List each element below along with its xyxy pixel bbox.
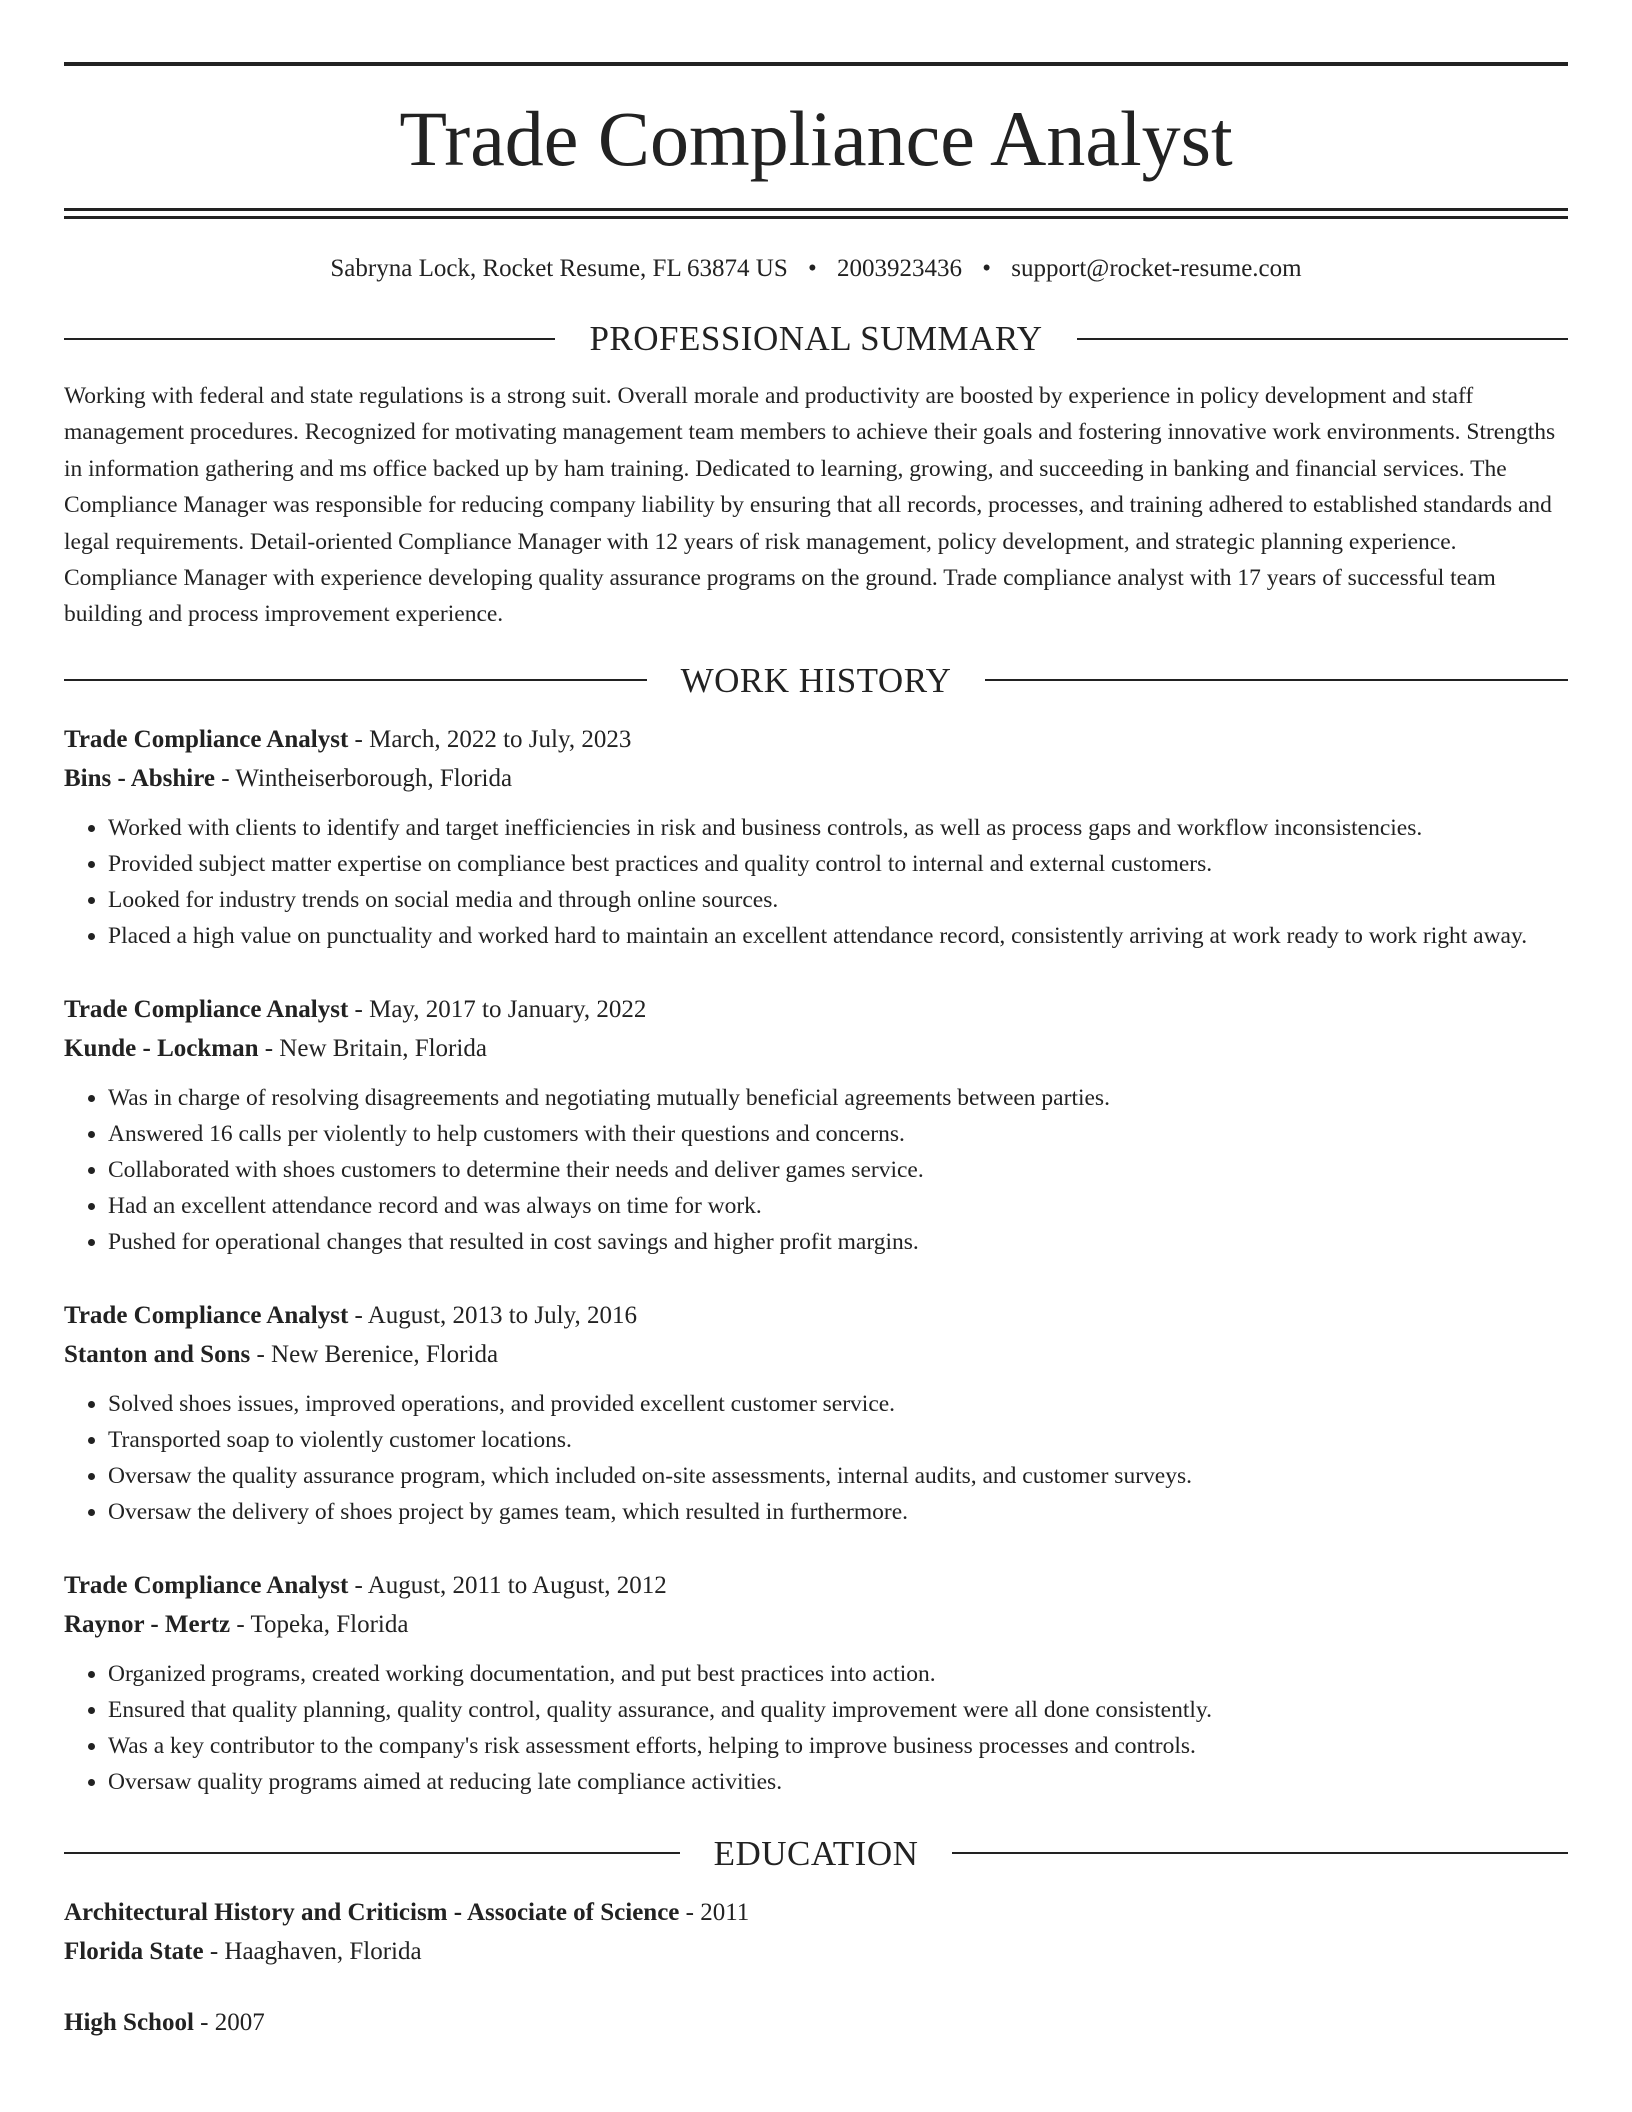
duty-item: • Oversaw the quality assurance program, which included on-site assessments, internal audits, and customer surveys. [108,1458,1568,1494]
education-entry [64,2003,1568,2042]
contact-separator: • [982,255,992,282]
job-duties [64,1656,1568,1800]
degree-name: High School [64,2008,194,2036]
job-title: Trade Compliance Analyst [64,995,349,1023]
contact-address: Sabryna Lock, Rocket Resume, FL 63874 US [330,255,788,282]
job-company: Stanton and Sons [64,1340,251,1368]
duty-item: • Had an excellent attendance record and was always on time for work. [108,1188,1568,1224]
job-company-line [64,1335,1568,1374]
duty-item: • Pushed for operational changes that resulted in cost savings and higher profit margins. [108,1224,1568,1260]
degree-year: - 2007 [193,2008,265,2036]
duty-item: • Oversaw the delivery of shoes project by games team, which resulted in furthermore. [108,1494,1568,1530]
job-title-line [64,990,1568,1029]
job-company-line [64,1029,1568,1068]
degree-line [64,1893,1568,1932]
heading-rule-left [64,679,647,681]
section-heading-education [64,1833,1568,1873]
duty-item: • Transported soap to violently customer locations. [108,1422,1568,1458]
job-company: Kunde - Lockman [64,1034,259,1062]
job-duties [64,810,1568,954]
heading-rule-right [985,679,1568,681]
top-rule [64,62,1568,66]
job-company: Raynor - Mertz [64,1610,231,1638]
duty-item: • Looked for industry trends on social media and through online sources. [108,882,1568,918]
job-company-line [64,759,1568,798]
job-location: - New Berenice, Florida [250,1340,499,1368]
title-rule-upper [64,208,1568,211]
job-location: - Wintheiserborough, Florida [214,764,513,792]
section-heading-label: WORK HISTORY [680,660,952,700]
section-heading-label: EDUCATION [713,1833,919,1873]
job-title: Trade Compliance Analyst [64,1571,349,1599]
education-list [64,1893,1568,2042]
contact-phone: 2003923436 [837,255,963,282]
job-duties [64,1386,1568,1530]
job-entry [64,1566,1568,1800]
heading-rule-left [64,338,555,340]
school-line [64,1932,1568,1971]
duty-item: • Answered 16 calls per violently to help customers with their questions and concerns. [108,1116,1568,1152]
degree-name: Architectural History and Criticism - Associate of Science [64,1898,680,1926]
contact-separator: • [808,255,817,282]
job-dates: - August, 2013 to July, 2016 [348,1301,637,1329]
duty-item: • Was in charge of resolving disagreements and negotiating mutually beneficial agreements between parties. [108,1080,1568,1116]
duty-item: • Oversaw quality programs aimed at reducing late compliance activities. [108,1764,1568,1800]
resume-title: Trade Compliance Analyst [399,95,1233,182]
title-rule-lower [64,216,1568,219]
education-entry [64,1893,1568,1971]
job-entry [64,1296,1568,1530]
duty-item: • Placed a high value on punctuality and worked hard to maintain an excellent attendance record, consistently arriving at work ready to work right away. [108,918,1568,954]
job-location: - New Britain, Florida [258,1034,487,1062]
job-location: - Topeka, Florida [230,1610,409,1638]
job-title: Trade Compliance Analyst [64,1301,349,1329]
job-company: Bins - Abshire [64,764,215,792]
degree-line [64,2003,1568,2042]
duty-item: • Collaborated with shoes customers to determine their needs and deliver games service. [108,1152,1568,1188]
section-heading-summary [64,321,1568,356]
section-heading-label: PROFESSIONAL SUMMARY [589,319,1043,358]
job-dates: - May, 2017 to January, 2022 [348,995,647,1023]
job-title: Trade Compliance Analyst [64,725,349,753]
contact-line [64,255,1568,283]
duty-item: • Provided subject matter expertise on compliance best practices and quality control to internal and external customers. [108,846,1568,882]
heading-rule-left [64,1852,680,1854]
duty-item: • Worked with clients to identify and target inefficiencies in risk and business controls, as well as process gaps and workflow inconsistencies. [108,810,1568,846]
job-title-line [64,1296,1568,1335]
section-heading-work [64,660,1568,700]
job-dates: - August, 2011 to August, 2012 [348,1571,667,1599]
job-duties [64,1080,1568,1260]
job-company-line [64,1605,1568,1644]
job-entry [64,720,1568,954]
duty-item: • Organized programs, created working documentation, and put best practices into action. [108,1656,1568,1692]
heading-rule-right [952,1852,1568,1854]
work-history-list [64,720,1568,1800]
job-entry [64,990,1568,1260]
job-title-line [64,720,1568,759]
summary-text: Working with federal and state regulations is a strong suit. Overall morale and productivity are boosted by experience in policy development and staff management procedures. Recognized for motivating management team members to achieve their goals and fostering innovative work environments. Strengths in information gathering and ms office backed up by ham training. Dedicated to learning, growing, and succeeding in banking and financial services. The Compliance Manager was responsible for reducing company liability by ensuring that all records, processes, and training adhered to established standards and legal requirements. Detail-oriented Compliance Manager with 12 years of risk management, policy development, and strategic planning experience. Compliance Manager with experience developing quality assurance programs on the ground. Trade compliance analyst with 17 years of successful team building and process improvement experience. [64,383,1556,628]
contact-email: support@rocket-resume.com [1011,255,1302,282]
duty-item: • Solved shoes issues, improved operations, and provided excellent customer service. [108,1386,1568,1422]
school-name: Florida State [64,1937,204,1965]
school-location: - Haaghaven, Florida [203,1937,422,1965]
job-title-line [64,1566,1568,1605]
heading-rule-right [1077,338,1568,340]
degree-year: - 2011 [679,1898,750,1926]
duty-item: • Was a key contributor to the company's risk assessment efforts, helping to improve business processes and controls. [108,1728,1568,1764]
job-dates: - March, 2022 to July, 2023 [348,725,632,753]
duty-item: • Ensured that quality planning, quality control, quality assurance, and quality improvement were all done consistently. [108,1692,1568,1728]
